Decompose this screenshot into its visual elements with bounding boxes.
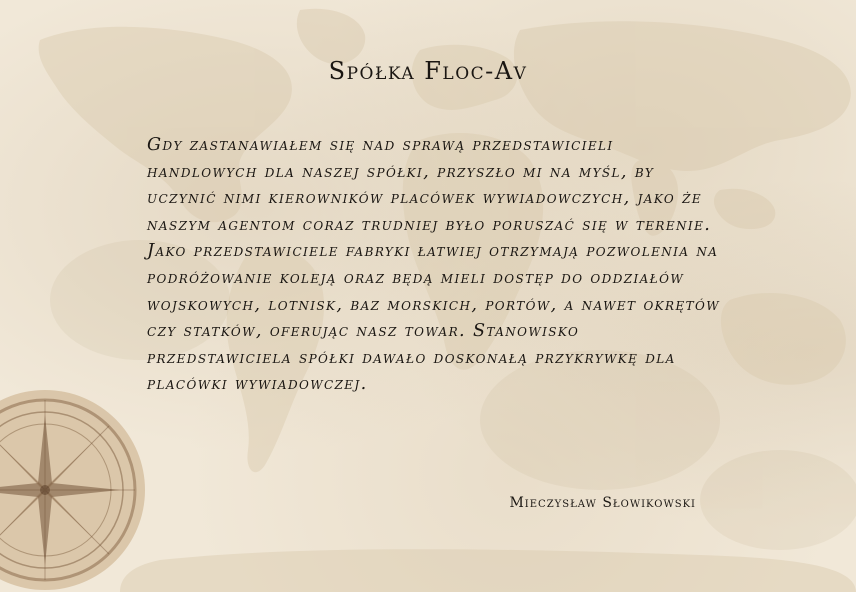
quote-author: Mieczysław Słowikowski xyxy=(509,495,696,511)
quote-paragraph: Gdy zastanawiałem się nad sprawą przedstawicieli handlowych dla naszej spółki, przyszło mi na myśl, by uczynić nimi kierowników placówek wywiadowczych, jako że naszym agentom coraz trudniej było poruszać się w terenie. Jako przedstawiciele fabryki łatwiej otrzymają pozwolenia na podróżowanie koleją oraz będą mieli dostęp do oddziałów wojskowych, lotnisk, baz morskich, portów, a nawet okrętów czy statków, oferując nasz towar. Stanowisko przedstawiciela spółki dawało doskonałą przykrywkę dla placówki wywiadowczej. xyxy=(147,135,721,395)
document-title: Spółka Floc-Av xyxy=(328,57,528,85)
compass-image xyxy=(0,385,150,592)
